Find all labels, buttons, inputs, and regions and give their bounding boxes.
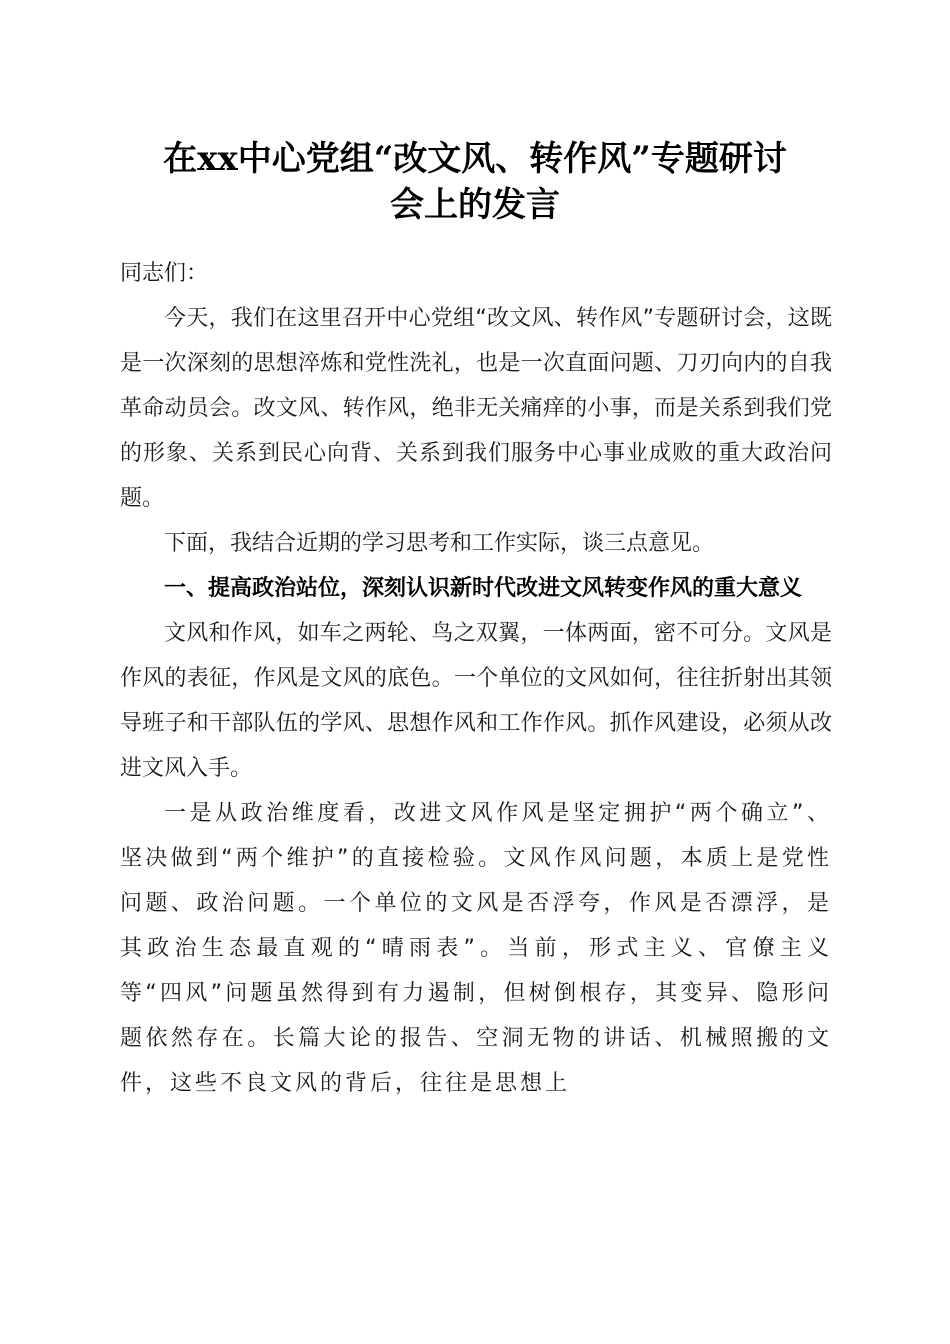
title-line-2: 会上的发言 bbox=[390, 185, 560, 225]
opening-paragraph: 今天，我们在这里召开中心党组“改文风、转作风”专题研讨会，这既是一次深刻的思想淬炼和党性洗礼，也是一次直面问题、刀刃向内的自我革命动员会。改文风、转作风，绝非无关痛痒的小事，而是关系到我们党的形象、关系到民心向背、关系到我们服务中心事业成败的重大政治问题。 bbox=[120, 306, 832, 511]
section-1-paragraph-1: 文风和作风，如车之两轮、鸟之双翼，一体两面，密不可分。文风是作风的表征，作风是文风的底色。一个单位的文风如何，往往折射出其领导班子和干部队伍的学风、思想作风和工作作风。抓作风建设，必须从改进文风入手。 bbox=[120, 621, 832, 781]
section-1-heading: 一、提高政治站位，深刻认识新时代改进文风转变作风的重大意义 bbox=[164, 576, 803, 601]
intro-paragraph: 下面，我结合近期的学习思考和工作实际，谈三点意见。 bbox=[164, 531, 715, 556]
document-body bbox=[120, 251, 832, 1106]
title-line-1: 在xx中心党组“改文风、转作风”专题研讨 bbox=[163, 139, 787, 179]
salutation: 同志们： bbox=[120, 261, 209, 286]
section-1-paragraph-2: 一是从政治维度看，改进文风作风是坚定拥护“两个确立”、坚决做到“两个维护”的直接检验。文风作风问题，本质上是党性问题、政治问题。一个单位的文风是否浮夸，作风是否漂浮，是其政治生态最直观的“晴雨表”。当前，形式主义、官僚主义等“四风”问题虽然得到有力遏制，但树倒根存，其变异、隐形问题依然存在。长篇大论的报告、空洞无物的讲话、机械照搬的文件，这些不良文风的背后，往往是思想上 bbox=[120, 801, 832, 1096]
document-title bbox=[60, 136, 890, 228]
